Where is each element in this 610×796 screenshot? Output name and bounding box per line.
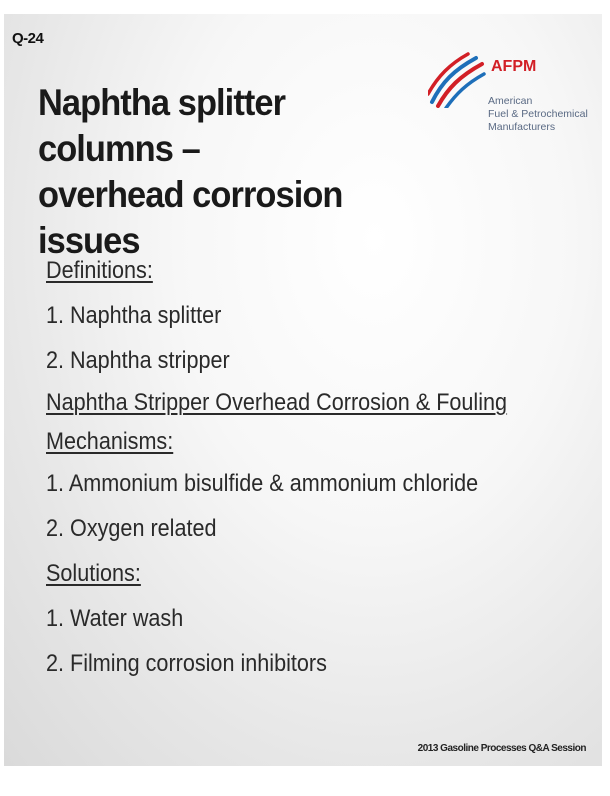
solutions-item: 1. Water wash	[46, 605, 184, 632]
footer-session-label: 2013 Gasoline Processes Q&A Session	[417, 743, 586, 754]
logo-name-line-3: Manufacturers	[488, 121, 556, 133]
afpm-wave-logo-icon	[428, 52, 486, 108]
slide-title-line-2: overhead corrosion issues	[38, 174, 343, 261]
definitions-item: 1. Naphtha splitter	[46, 302, 222, 329]
mechanisms-item: 1. Ammonium bisulfide & ammonium chloride	[46, 470, 479, 497]
mechanisms-heading-line-1: Naphtha Stripper Overhead Corrosion & Fouling	[46, 389, 508, 416]
logo-name-line-1: American	[488, 95, 533, 107]
definitions-heading: Definitions:	[46, 257, 153, 284]
question-label: Q-24	[12, 30, 44, 47]
logo-abbreviation: AFPM	[491, 58, 537, 75]
solutions-heading: Solutions:	[46, 560, 141, 587]
afpm-logo	[428, 52, 598, 162]
logo-name-line-2: Fuel & Petrochemical	[488, 108, 588, 120]
logo-organization-name	[488, 95, 588, 134]
mechanisms-heading-line-2: Mechanisms:	[46, 428, 174, 455]
slide-title-line-1: Naphtha splitter columns –	[38, 82, 286, 169]
definitions-item: 2. Naphtha stripper	[46, 347, 230, 374]
mechanisms-item: 2. Oxygen related	[46, 515, 217, 542]
slide-title	[38, 80, 410, 264]
slide	[4, 14, 602, 766]
solutions-item: 2. Filming corrosion inhibitors	[46, 650, 327, 677]
slide-body	[46, 248, 514, 686]
